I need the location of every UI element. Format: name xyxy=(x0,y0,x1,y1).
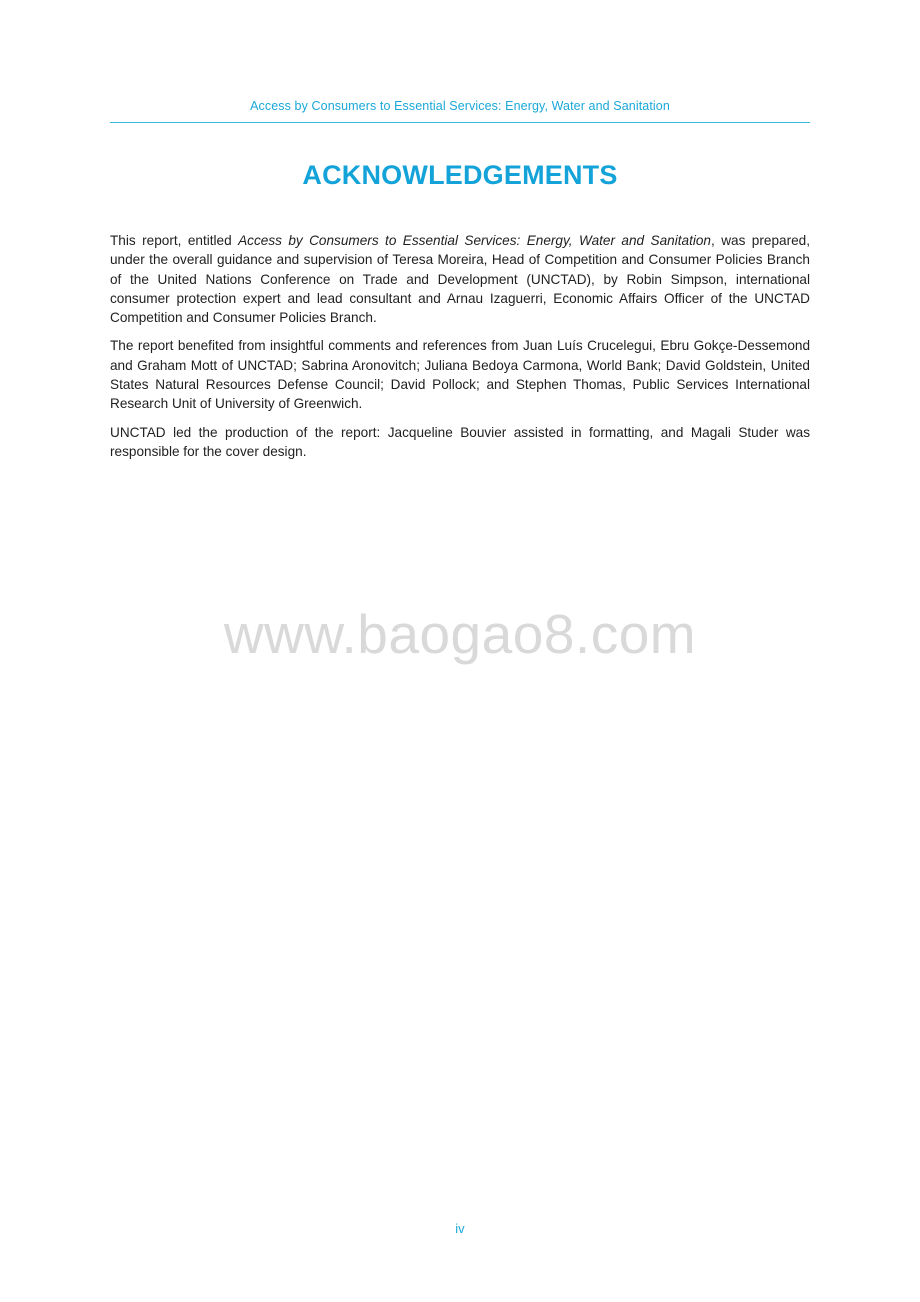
paragraph-1-lead: This report, entitled xyxy=(110,233,239,248)
header-divider xyxy=(110,122,810,123)
page-number: iv xyxy=(455,1221,465,1236)
report-title-italic: Access by Consumers to Essential Services: Energy, Water and Sanitation xyxy=(238,233,711,248)
paragraph-3: UNCTAD led the production of the report: Jacqueline Bouvier assisted in formatting, and Magali Studer was responsible for the cover design. xyxy=(110,424,810,459)
page-title: ACKNOWLEDGEMENTS xyxy=(302,160,618,190)
paragraph-1-rest: , was prepared, under the overall guidance and supervision of Teresa Moreira, Head of Competition and Consumer Policies Branch of the United Nations Conference on Trade and Development (UNCTAD), by Robin Simpson, international consumer protection expert and lead consultant and Arnau Izaguerri, Economic Affairs Officer of the UNCTAD Competition and Consumer Policies Branch. xyxy=(110,233,810,326)
watermark: www.baogao8.com xyxy=(223,603,697,665)
running-header: Access by Consumers to Essential Services: Energy, Water and Sanitation xyxy=(250,99,670,113)
paragraph-1 xyxy=(110,231,810,327)
paragraph-2: The report benefited from insightful comments and references from Juan Luís Crucelegui, Ebru Gokçe-Dessemond and Graham Mott of UNCTAD; Sabrina Aronovitch; Juliana Bedoya Carmona, World Bank; David Goldstein, United States Natural Resources Defense Council; David Pollock; and Stephen Thomas, Public Services International Research Unit of University of Greenwich. xyxy=(110,338,810,412)
body-text xyxy=(110,231,810,470)
